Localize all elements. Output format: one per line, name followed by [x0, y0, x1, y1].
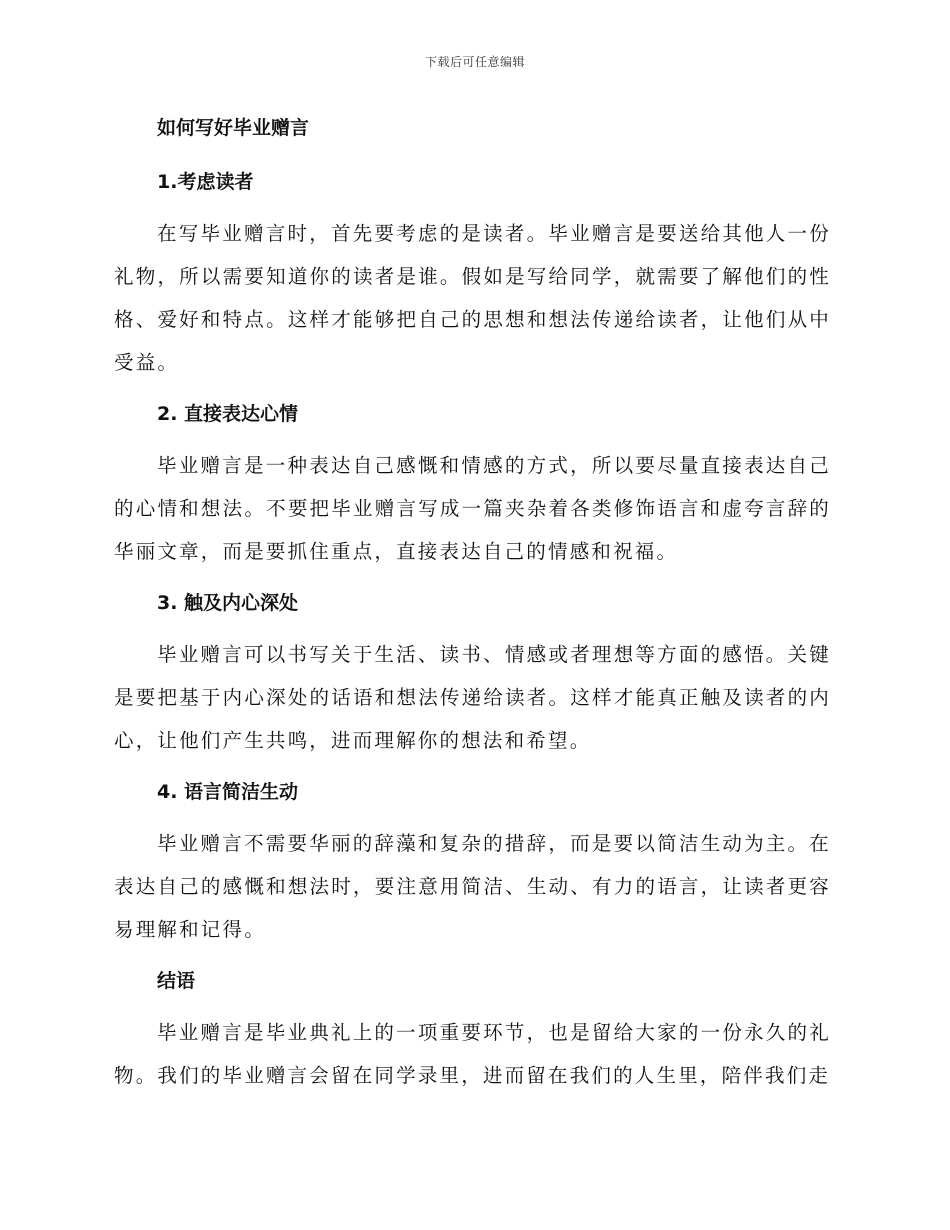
section-heading-1: 1.考虑读者: [157, 171, 254, 193]
section-paragraph-1: 在写毕业赠言时，首先要考虑的是读者。毕业赠言是要送给其他人一份礼物，所以需要知道你的读者是谁。假如是写给同学，就需要了解他们的性格、爱好和特点。这样才能够把自己的思想和想法传递给读者，让他们从中受益。: [114, 222, 831, 374]
section-paragraph-3: 毕业赠言可以书写关于生活、读书、情感或者理想等方面的感悟。关键是要把基于内心深处的话语和想法传递给读者。这样才能真正触及读者的内心，让他们产生共鸣，进而理解你的想法和希望。: [114, 643, 831, 752]
section-heading-4: 4. 语言简洁生动: [157, 781, 299, 803]
section-heading-2: 2. 直接表达心情: [157, 403, 299, 425]
document-title: 如何写好毕业赠言: [157, 117, 310, 139]
section-paragraph-2: 毕业赠言是一种表达自己感慨和情感的方式，所以要尽量直接表达自己的心情和想法。不要把毕业赠言写成一篇夹杂着各类修饰语言和虚夸言辞的华丽文章，而是要抓住重点，直接表达自己的情感和祝福。: [114, 454, 831, 563]
page-header: 下载后可任意编辑: [424, 55, 525, 69]
section-heading-conclusion: 结语: [157, 970, 196, 992]
section-paragraph-4: 毕业赠言不需要华丽的辞藻和复杂的措辞，而是要以简洁生动为主。在表达自己的感慨和想法时，要注意用简洁、生动、有力的语言，让读者更容易理解和记得。: [114, 832, 831, 941]
document-body: [114, 108, 831, 1107]
section-paragraph-conclusion: 毕业赠言是毕业典礼上的一项重要环节，也是留给大家的一份永久的礼物。我们的毕业赠言会留在同学录里，进而留在我们的人生里，陪伴我们走: [114, 1021, 831, 1087]
section-heading-3: 3. 触及内心深处: [157, 592, 299, 614]
